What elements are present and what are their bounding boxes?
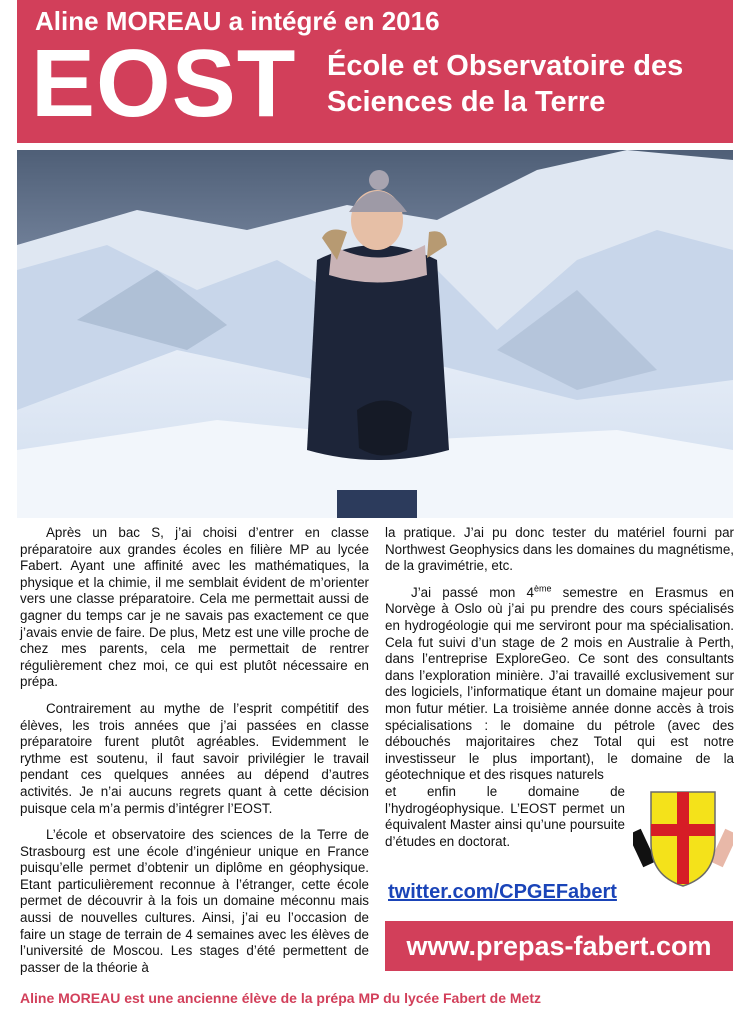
article-text: J’ai passé mon 4 <box>411 584 534 600</box>
article-body <box>20 525 734 985</box>
superscript-text: ème <box>533 583 552 594</box>
school-full-name <box>327 48 727 120</box>
article-column-left <box>20 525 369 985</box>
article-paragraph: et enfin le domaine de l’hydrogéophysique. L’EOST permet un équivalent Master ainsi qu’une poursuite d’études en doctorat. <box>385 783 625 849</box>
article-text: semestre en Erasmus en Norvège à Oslo où j’ai pu prendre des cours spécialisés en hydrogéologie qui me serviront pour ma spécialisation. Cela fut suivi d’un stage de 2 mois en Australie à Perth, dans l’entreprise ExploreGeo. Ce sont des consultants dans l’exploration minière. J’ai travaillé exclusivement sur des logiciels, l’informatique étant un domaine majeur pour mon futur métier. La troisième année donne accès à trois spécialisations : le domaine du pétrole (avec des débouchés majoritaires chez Total qui est notre investisseur le plus important), le domaine de la géotechnique et des risques naturels <box>385 584 734 783</box>
portrait-photo-icon <box>17 150 733 518</box>
article-paragraph: L’école et observatoire des sciences de la Terre de Strasbourg est une école d’ingénieur unique en France puisqu’elle permet d’obtenir un diplôme en géophysique. Etant particulièrement reconnue à l’étranger, cette école permet de découvrir à la fois un domaine méconnu mais aussi de nouvelles cultures. Ainsi, j’ai eu l’occasion de faire un stage de terrain de 4 semaines avec les élèves de l’université de Moscou. Les stages d’été permettent de passer de la théorie à <box>20 827 369 975</box>
article-paragraph <box>385 585 734 784</box>
article-paragraph: Contrairement au mythe de l’esprit compétitif des élèves, les trois années que j’ai passées en classe préparatoire furent plutôt agréables. Evidemment le rythme est soutenu, il faut savoir privilégier le travail pendant ces quelques années au dépend d’autres activités. Je n’ai aucuns regrets quant à cette décision puisque cela m’a permis d’intégrer l’EOST. <box>20 700 369 816</box>
footer-caption: Aline MOREAU est une ancienne élève de la prépa MP du lycée Fabert de Metz <box>20 990 542 1006</box>
website-link-button[interactable]: www.prepas-fabert.com <box>385 921 733 971</box>
header-subtitle: Aline MOREAU a intégré en 2016 <box>35 6 440 36</box>
article-paragraph: la pratique. J’ai pu donc tester du matériel fourni par Northwest Geophysics dans les domaines du magnétisme, de la gravimétrie, etc. <box>385 525 734 574</box>
article-column-right <box>385 525 734 985</box>
coat-of-arms-icon <box>633 788 733 888</box>
header-banner <box>17 0 733 143</box>
article-paragraph: Après un bac S, j’ai choisi d’entrer en classe préparatoire aux grandes écoles en filière MP au lycée Fabert. Ayant une affinité avec les mathématiques, la physique et la chimie, il me semblait évident de m’orienter vers une classe préparatoire. Cela me permettait aussi de gagner du temps car je ne savais pas exactement ce que j’avais envie de faire. De plus, Metz est une ville proche de chez mes parents, cela me permettait de rentrer régulièrement chez moi, ce qui est plutôt nécessaire en prépa. <box>20 525 369 690</box>
twitter-link[interactable]: twitter.com/CPGEFabert <box>388 881 617 903</box>
school-name-line-1: École et Observatoire des <box>327 50 684 82</box>
school-acronym: EOST <box>31 30 297 137</box>
school-name-line-2: Sciences de la Terre <box>327 86 606 118</box>
